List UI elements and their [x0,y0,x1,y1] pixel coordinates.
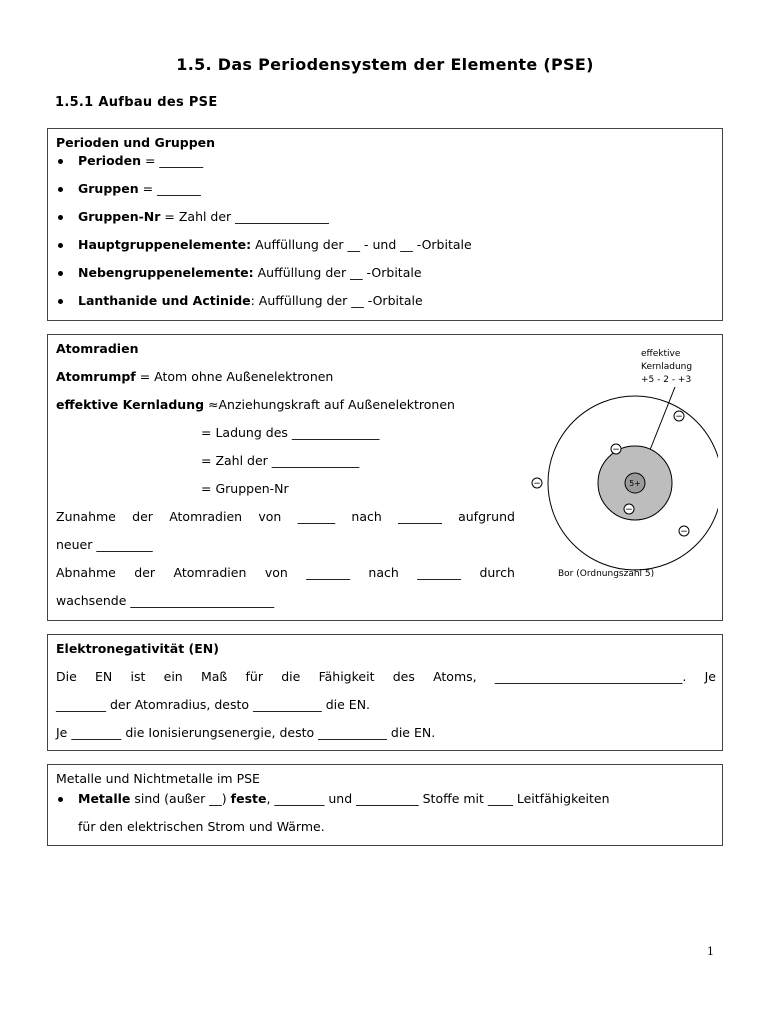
atom-diagram [528,343,718,583]
bullet-list [48,791,718,806]
word: des [392,669,415,684]
atomrumpf-line [56,369,333,384]
word: der [132,509,153,524]
word: EN [95,669,113,684]
word: aufgrund [458,509,515,524]
diagram-caption: Bor (Ordnungszahl 5) [558,569,655,579]
word: von [258,509,282,524]
word: ______ [297,509,336,524]
equation-line: = Ladung des ______________ [201,425,380,440]
electron-sign: − [612,445,620,455]
list-item [48,791,718,806]
word: Die [56,669,77,684]
term: Nebengruppenelemente: [78,265,254,280]
metalle-line-2: für den elektrischen Strom und Wärme. [78,819,325,834]
word: ein [163,669,183,684]
word: nach [368,565,399,580]
word: Zunahme [56,509,116,524]
box-heading: Perioden und Gruppen [56,135,216,150]
item-text: = Zahl der _______________ [160,209,329,224]
term: Perioden [78,153,142,168]
box-heading: Metalle und Nichtmetalle im PSE [56,771,260,786]
list-item [48,181,708,209]
list-item [48,293,708,321]
word: Abnahme [56,565,116,580]
term: Atomrumpf [56,369,136,384]
word: nach [351,509,382,524]
box-elektronegativitaet [47,634,723,751]
word: ______________________________. [494,669,687,684]
kernladung-line [56,397,455,412]
term: Hauptgruppenelemente: [78,237,252,252]
item-text: Auffüllung der __ - und __ -Orbitale [251,237,472,252]
en-line-3: Je ________ die Ionisierungsenergie, desto ___________ die EN. [56,725,436,740]
term: Gruppen [78,181,139,196]
neuer-line: neuer _________ [56,537,153,552]
word: _______ [306,565,350,580]
word: der [134,565,156,580]
item-text: sind (außer __) [130,791,231,806]
word: für [245,669,263,684]
nucleus-charge: 5+ [629,479,641,488]
abnahme-line [56,565,515,580]
bullet-list [48,153,708,321]
list-item [48,209,708,237]
zunahme-line [56,509,515,524]
term: feste [230,791,267,806]
word: durch [479,565,515,580]
electron-sign: − [533,479,541,489]
box-heading: Atomradien [56,341,139,356]
word: die [281,669,301,684]
page-number: 1 [707,945,714,958]
word: Atomradien [169,509,243,524]
en-line-2: ________ der Atomradius, desto ___________ die EN. [56,697,371,712]
box-metalle [47,764,723,846]
section-heading: 1.5.1 Aufbau des PSE [55,95,218,110]
word: von [264,565,288,580]
term: effektive Kernladung [56,397,205,412]
electron-sign: − [625,505,633,515]
wachsende-line: wachsende _______________________ [56,593,275,608]
en-line-1 [56,669,716,684]
diagram-label: Kernladung [641,362,693,372]
definition: = Atom ohne Außenelektronen [135,369,334,384]
box-atomradien [47,334,723,621]
word: Maß [200,669,228,684]
word: Fähigkeit [318,669,375,684]
word: ist [130,669,146,684]
item-text: = _______ [141,153,204,168]
diagram-label: effektive [641,349,681,359]
electron-sign: − [680,527,688,537]
equation-line: = Gruppen-Nr [201,481,289,496]
term: Metalle [78,791,131,806]
word: Je [704,669,716,684]
item-text: : Auffüllung der __ -Orbitale [250,293,423,308]
term: Lanthanide und Actinide [78,293,251,308]
list-item [48,265,708,293]
definition: ≈Anziehungskraft auf Außenelektronen [204,397,455,412]
list-item [48,237,708,265]
item-text: = _______ [138,181,201,196]
box-perioden-gruppen [47,128,723,321]
word: _______ [417,565,461,580]
list-item [48,153,708,181]
box-heading: Elektronegativität (EN) [56,641,219,656]
word: _______ [398,509,442,524]
word: Atoms, [433,669,477,684]
item-text: Auffüllung der __ -Orbitale [253,265,422,280]
item-text: , ________ und __________ Stoffe mit ____ Leitfähigkeiten [266,791,610,806]
diagram-label: +5 - 2 - +3 [641,375,692,385]
term: Gruppen-Nr [78,209,161,224]
equation-line: = Zahl der ______________ [201,453,360,468]
word: Atomradien [173,565,247,580]
electron-sign: − [675,412,683,422]
page-title: 1.5. Das Periodensystem der Elemente (PSE) [176,55,594,74]
